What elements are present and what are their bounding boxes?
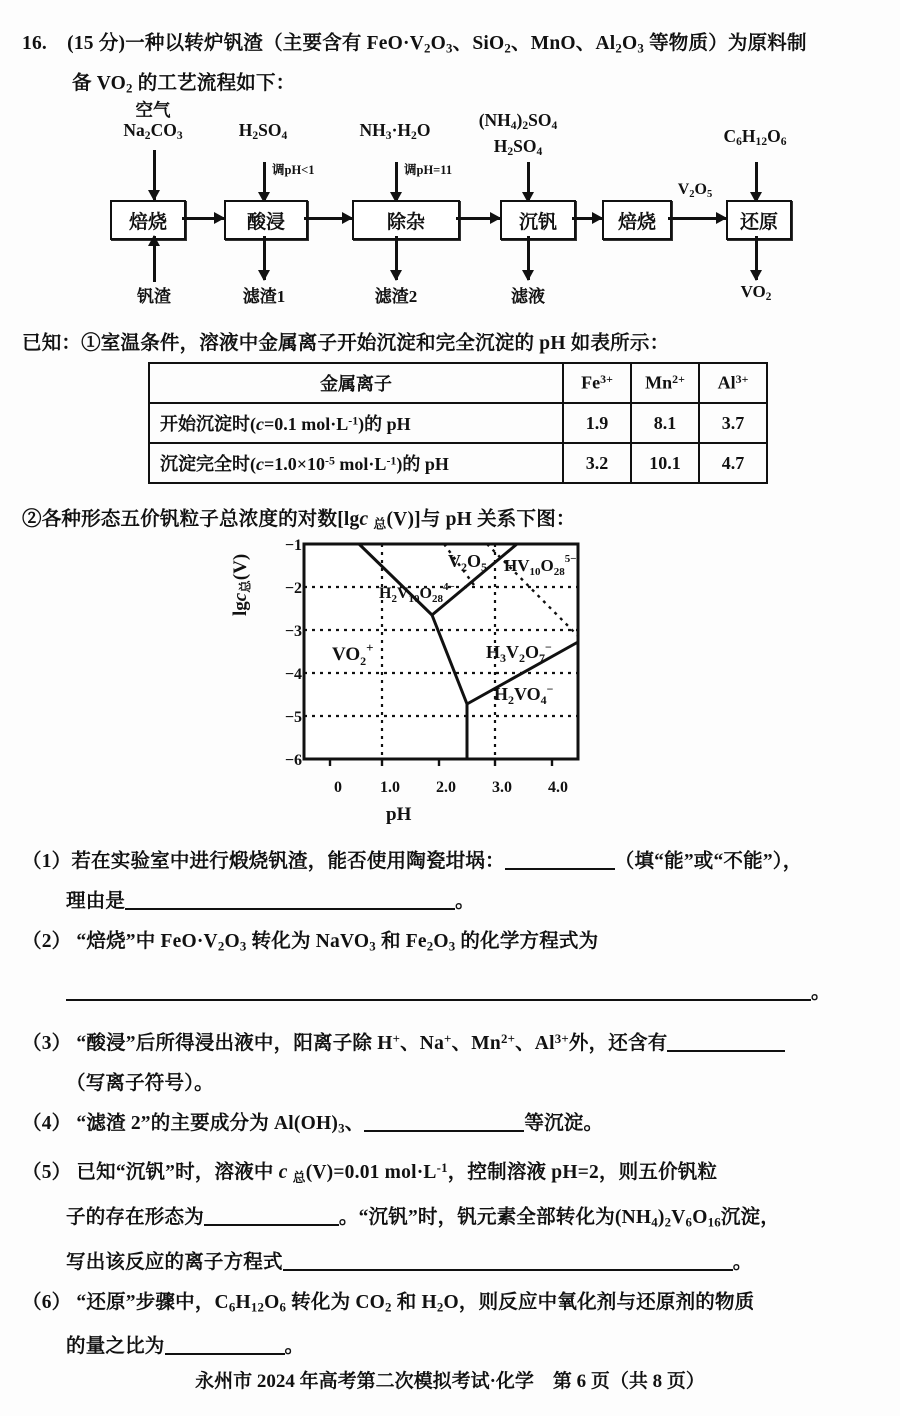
known-line-1: 已知：①室温条件，溶液中金属离子开始沉淀和完全沉淀的 pH 如表所示：	[22, 333, 670, 354]
flow-arrow-roast2-to-reduce	[668, 210, 726, 226]
answer-blank-6[interactable]	[165, 1353, 285, 1355]
flow-output-residue-2: 滤渣2	[374, 287, 418, 306]
flow-box-purify: 除杂	[352, 200, 460, 240]
answer-blank-1a[interactable]	[505, 868, 615, 870]
chart-x-tick: 0	[334, 779, 342, 796]
chart-region-label-hv10o28: $HV_{10}O_{28}^{5-}$	[504, 553, 577, 578]
chart-region-label-h3v2o7: $H_3V_2O_7^-$	[486, 640, 552, 665]
chart-x-tick: 3.0	[492, 779, 512, 796]
flow-output-vo2: $VO_2$	[740, 282, 772, 304]
flow-arrow-out-vo2	[748, 236, 764, 280]
flow-reagent-air-na2co3: 空气 $Na_2CO_3$	[123, 100, 183, 143]
table-header-row	[149, 363, 767, 403]
table-header-al3: $Al^{3+}$	[699, 363, 767, 403]
page-footer: 永州市 2024 年高考第二次模拟考试·化学 第 6 页（共 8 页）	[195, 1371, 705, 1392]
table-cell-al3-complete: 4.7	[699, 443, 767, 483]
flow-arrow-acidleach-to-purify	[304, 210, 352, 226]
flow-box-roast-1: 焙烧	[110, 200, 186, 240]
vanadium-speciation-chart	[230, 534, 636, 834]
question-5-line-1: （5） 已知“沉钒”时，溶液中 c $_总$(V)=0.01 $mol\cdot L^{-1}$，控制溶液 pH=2，则五价钒粒	[22, 1161, 718, 1186]
table-cell-mn2-start: 8.1	[631, 403, 699, 443]
chart-x-axis-label: pH	[386, 804, 412, 825]
chart-region-label-h2v10o28: $H_2V_{10}O_{28}^{4-}$	[379, 581, 455, 605]
flow-box-reduce: 还原	[726, 200, 792, 240]
flow-arrow-into-acidleach	[256, 162, 272, 202]
flow-box-roast-2: 焙烧	[602, 200, 672, 240]
chart-x-tick: 2.0	[436, 779, 456, 796]
question-3-line-2: （写离子符号）。	[66, 1072, 214, 1094]
chart-y-tick: −1	[284, 537, 302, 554]
question-2-line-2: 。	[22, 967, 890, 1019]
chart-x-tick: 4.0	[548, 779, 568, 796]
question-6-line-1: （6） “还原”步骤中，$C_6H_{12}O_6$ 转化为 $CO_2$ 和 $H_2O$，则反应中氧化剂与还原剂的物质	[22, 1291, 755, 1315]
chart-region-label-h2vo4: $H_2VO_4^-$	[494, 682, 554, 707]
flow-arrow-purify-to-precipitate	[456, 210, 500, 226]
chart-x-tick: 1.0	[380, 779, 400, 796]
stem-line-1-text: (15 分)一种以转炉钒渣（主要含有 $FeO\cdot V_2O_3$、SiO$_2$、MnO、$Al_2O_3$ 等物质）为原料制	[67, 33, 807, 56]
chart-region-label-vo2-plus: $VO_2^+$	[332, 640, 374, 668]
ion-precipitation-table	[148, 362, 768, 484]
table-header-metal-ion: 金属离子	[149, 363, 563, 403]
chart-y-tick: −6	[284, 752, 302, 769]
table-row-label-start-precip: 开始沉淀时(c=0.1 $mol\cdot L^{-1}$)的 pH	[149, 403, 563, 443]
question-number: 16.	[22, 33, 47, 54]
question-1-line-1: （1）若在实验室中进行煅烧钒渣，能否使用陶瓷坩埚： （填“能”或“不能”），	[22, 851, 803, 872]
table-cell-mn2-complete: 10.1	[631, 443, 699, 483]
answer-blank-5b[interactable]	[283, 1269, 733, 1271]
flow-box-precipitate-v: 沉钒	[500, 200, 576, 240]
flow-reagent-h2so4: $H_2SO_4$	[238, 120, 288, 143]
answer-blank-3[interactable]	[667, 1050, 785, 1052]
flow-arrow-out-residue2	[388, 236, 404, 280]
flow-reagent-c6h12o6: $C_6H_{12}O_6$	[723, 126, 787, 149]
flow-arrow-slag-into-roast1	[146, 236, 162, 282]
flow-arrow-precipitate-to-roast2	[572, 210, 602, 226]
known-line-2: ②各种形态五价钒粒子总浓度的对数[lgc $_总$(V)]与 pH 关系下图：	[22, 509, 576, 532]
answer-blank-2[interactable]	[66, 999, 811, 1001]
stem-line-1	[22, 24, 807, 69]
question-5-line-3: 写出该反应的离子方程式 。	[66, 1251, 753, 1273]
flow-arrow-out-residue1	[256, 236, 272, 280]
table-row-label-complete-precip: 沉淀完全时($c=1.0\times 10^{-5}$ $mol\cdot L^{-1}$)的 pH	[149, 443, 563, 483]
table-header-fe3: $Fe^{3+}$	[563, 363, 631, 403]
process-flow-diagram	[0, 96, 900, 314]
chart-y-tick: −2	[284, 580, 302, 597]
flow-arrow-out-filtrate	[520, 236, 536, 280]
chart-y-tick: −4	[284, 666, 302, 683]
answer-blank-1b[interactable]	[125, 908, 455, 910]
question-6-line-2: 的量之比为 。	[66, 1336, 305, 1358]
sub-questions	[22, 842, 890, 1367]
chart-y-tick: −3	[284, 623, 302, 640]
chart-region-label-v2o5: $V_2O_5$	[448, 551, 488, 574]
flow-input-vanadium-slag: 钒渣	[137, 287, 171, 306]
flow-note-ph-acid: 调pH<1	[272, 163, 315, 177]
answer-blank-5a[interactable]	[204, 1224, 339, 1226]
question-2-line-1: （2） “焙烧”中 $FeO\cdot V_2O_3$ 转化为 NaVO$_3$ 和 $Fe_2O_3$ 的化学方程式为	[22, 931, 599, 954]
flow-arrow-roast1-to-acidleach	[182, 210, 224, 226]
table-cell-fe3-start: 1.9	[563, 403, 631, 443]
flow-note-ph-base: 调pH=11	[404, 163, 453, 177]
question-5-line-2: 子的存在形态为 。“沉钒”时，钒元素全部转化为$(NH_4)_2V_6O_{16}$沉淀，	[66, 1207, 780, 1230]
answer-blank-4[interactable]	[364, 1130, 524, 1132]
flow-arrow-into-roast1	[146, 150, 162, 200]
question-3-line-1: （3） “酸浸”后所得浸出液中，阳离子除 H+、Na+、$Mn^{2+}$、$Al^{3+}$外，还含有	[22, 1019, 890, 1064]
question-4-line-1: （4） “滤渣 2”的主要成分为 $Al(OH)_3$、 等沉淀。	[22, 1112, 604, 1136]
table-row	[149, 403, 767, 443]
table-cell-al3-start: 3.7	[699, 403, 767, 443]
chart-y-axis-label: lgc$_总$(V)	[230, 553, 253, 616]
flow-output-filtrate: 滤液	[511, 287, 545, 306]
flow-intermediate-v2o5: $V_2O_5$	[677, 181, 713, 200]
chart-plot-svg	[236, 534, 636, 834]
table-row	[149, 443, 767, 483]
flow-output-residue-1: 滤渣1	[242, 287, 286, 306]
flow-arrow-into-precipitate	[520, 162, 536, 202]
table-cell-fe3-complete: 3.2	[563, 443, 631, 483]
flow-box-acid-leach: 酸浸	[224, 200, 308, 240]
table-header-mn2: $Mn^{2+}$	[631, 363, 699, 403]
flow-arrow-into-reduce	[748, 162, 764, 202]
question-1-line-2: 理由是 。	[66, 891, 475, 912]
flow-arrow-into-purify	[388, 162, 404, 202]
flow-reagent-nh3h2o: $NH_3\cdot H_2O$	[359, 120, 431, 143]
flow-reagent-nh4-2so4-h2so4: $(NH_4)_2SO_4$ $H_2SO_4$	[478, 110, 558, 159]
chart-y-tick: −5	[284, 709, 302, 726]
stem-line-2: 备 $VO_2$ 的工艺流程如下：	[72, 73, 296, 96]
